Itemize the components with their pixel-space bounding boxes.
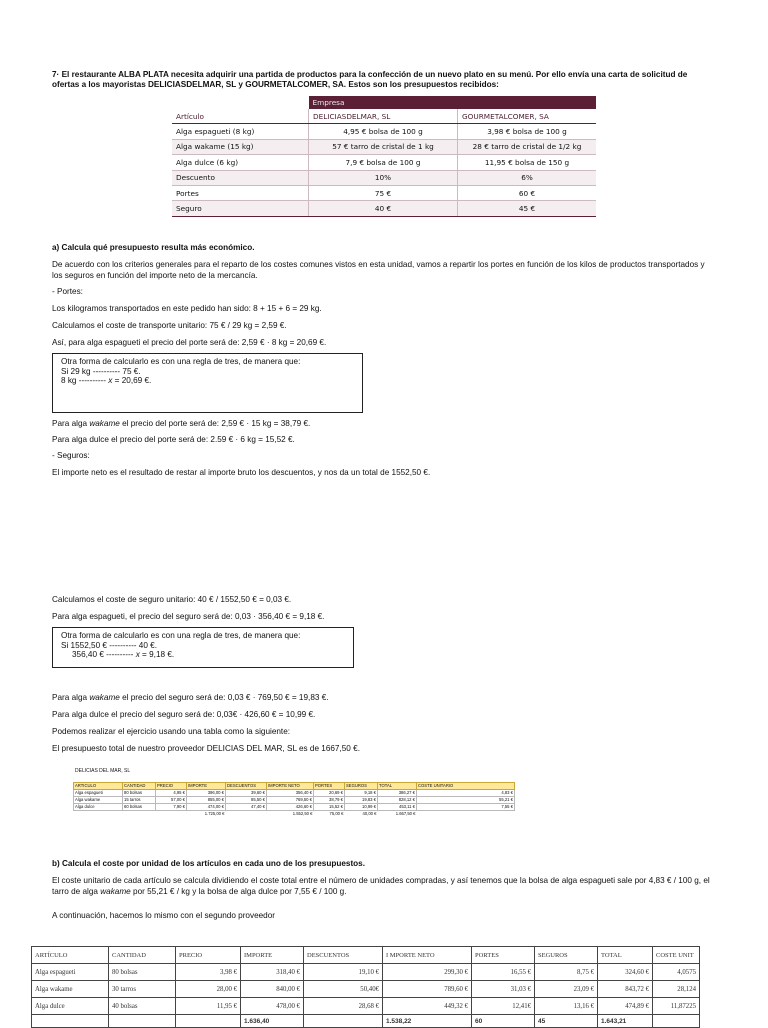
- box-line: Otra forma de calcularlo es con una regla de tres, de manera que:: [61, 357, 301, 366]
- sheet2-header-cell: IMPORTE: [241, 947, 304, 964]
- text: Para alga: [52, 419, 90, 428]
- sheet1-cell: 57,00 €: [156, 796, 187, 803]
- sheet1-header-cell: IMPORTE: [187, 783, 226, 790]
- sheet1-header-cell: TOTAL: [378, 783, 417, 790]
- sheet1-header-cell: PORTES: [314, 783, 345, 790]
- sheet1-cell: 828,12 €: [378, 796, 417, 803]
- sheet1-total-cell: [417, 810, 515, 816]
- sheet2-total-cell: [109, 1015, 176, 1028]
- sheet2-cell: 324,60 €: [598, 964, 653, 981]
- sheet2-total-cell: [653, 1015, 700, 1028]
- sheet2-cell: 478,00 €: [241, 998, 304, 1015]
- sheet1-cell: 7,90 €: [156, 803, 187, 810]
- text-emphasis: wakame: [89, 419, 120, 428]
- sheet1-cell: 60 bolsas: [123, 803, 156, 810]
- exercise-heading: [52, 70, 716, 90]
- sheet1-cell: 356,40 €: [267, 789, 314, 796]
- offers-s1: 40 €: [309, 201, 458, 216]
- sheet1-cell: 453,11 €: [378, 803, 417, 810]
- sheet1-cell: 7,55 €: [417, 803, 515, 810]
- unit-seguro-text: Calculamos el coste de seguro unitario: 40 € / 1552,50 € = 0,03 €.: [52, 595, 292, 604]
- sheet2-total-cell: 1.636,40: [241, 1015, 304, 1028]
- offers-s2: 11,95 € bolsa de 150 g: [458, 155, 597, 170]
- offers-s2: 60 €: [458, 185, 597, 200]
- offers-group-header: Empresa: [309, 96, 597, 109]
- sheet1-cell: 10,99 €: [345, 803, 378, 810]
- sheet2-cell: 28,68 €: [304, 998, 383, 1015]
- text: el precio del porte será de: 2,59 € · 15 kg = 38,79 €.: [119, 419, 311, 428]
- sheet2-cell: 12,41€: [472, 998, 535, 1015]
- box-line: [61, 650, 345, 660]
- offers-s2: 28 € tarro de cristal de 1/2 kg: [458, 139, 597, 154]
- box-text: 356,40 € ----------: [72, 650, 136, 660]
- sheet1-header-cell: DESCUENTOS: [226, 783, 267, 790]
- sheet1-total-cell: 40,00 €: [362, 811, 377, 816]
- sheet1-cell: 9,18 €: [345, 789, 378, 796]
- sheet2-cell: 318,40 €: [241, 964, 304, 981]
- text: el precio del seguro será de: 0,03 € · 769,50 € = 19,83 €.: [119, 693, 329, 702]
- exercise-number: 7·: [52, 70, 60, 79]
- sheet1-cell: 396,00 €: [187, 789, 226, 796]
- portes-label: - Portes:: [52, 287, 83, 296]
- box-line: [61, 376, 354, 386]
- sheet1-cell: 855,00 €: [187, 796, 226, 803]
- offers-article: Alga espagueti (8 kg): [172, 124, 309, 139]
- sheet1-total-cell: 1.667,50 €: [395, 811, 416, 816]
- table-row: [32, 998, 700, 1015]
- section-a-title: a) Calcula qué presupuesto resulta más económico.: [52, 243, 255, 252]
- sheet2-header-cell: ARTÍCULO: [32, 947, 109, 964]
- sheet2-header-cell: TOTAL: [598, 947, 653, 964]
- offers-article: Descuento: [172, 170, 309, 185]
- section-b-title: b) Calcula el coste por unidad de los artículos en cada uno de los presupuestos.: [52, 859, 366, 868]
- text: El coste unitario de cada artículo se calcula dividiendo el coste total entre el número de unidades compradas, y así tenemos que la bolsa de alga espagueti sale por 4,83 € / 100 g, el tarro de alga: [52, 876, 710, 896]
- sheet1-cell: 386,27 €: [378, 789, 417, 796]
- sheet1-cell: 85,50 €: [226, 796, 267, 803]
- sheet2-cell: 40 bolsas: [109, 998, 176, 1015]
- sheet1-cell: 80 bolsas: [123, 789, 156, 796]
- sheet1-header-cell: SEGUROS: [345, 783, 378, 790]
- sheet1-total-cell: 1.552,50 €: [292, 811, 313, 816]
- sheet2-cell: 13,16 €: [535, 998, 598, 1015]
- sheet1-cell: 20,69 €: [314, 789, 345, 796]
- section-b-next: A continuación, hacemos lo mismo con el segundo proveedor: [52, 911, 276, 920]
- dulce-porte-text: Para alga dulce el precio del porte será de: 2.59 € · 6 kg = 15,52 €.: [52, 435, 295, 444]
- seguros-label: - Seguros:: [52, 451, 90, 460]
- rule-of-three-box-portes: [52, 353, 363, 413]
- sheet2-cell: 31,03 €: [472, 981, 535, 998]
- box-line: Si 29 kg ---------- 75 €.: [61, 366, 141, 376]
- rule-of-three-box-seguros: [52, 627, 354, 668]
- sheet2-header-cell: CANTIDAD: [109, 947, 176, 964]
- sheet1-header-cell: ARTICULO: [74, 783, 123, 790]
- sheet2-cell: 474,89 €: [598, 998, 653, 1015]
- sheet2-cell: 30 tarros: [109, 981, 176, 998]
- sheet1-total-cell: 75,00 €: [329, 811, 344, 816]
- sheet1-table: [73, 782, 515, 816]
- sheet2-cell: Alga espagueti: [32, 964, 109, 981]
- offers-table-group-row: [172, 96, 596, 109]
- importe-neto-text: El importe neto es el resultado de restar al importe bruto los descuentos, y nos da un total de 1552,50 €.: [52, 468, 431, 477]
- offers-table: [172, 96, 596, 217]
- sheet1-header-cell: IMPORTE NETO: [267, 783, 314, 790]
- sheet2-cell: 3,98 €: [176, 964, 241, 981]
- sheet2-cell: 449,32 €: [383, 998, 472, 1015]
- offers-s1: 7,9 € bolsa de 100 g: [309, 155, 458, 170]
- total-proveedor-text: El presupuesto total de nuestro proveedor DELICIAS DEL MAR, SL es de 1667,50 €.: [52, 744, 360, 753]
- col-supplier1-header: DELICIASDELMAR, SL: [309, 109, 458, 124]
- box-line: Si 1552,50 € ---------- 40 €.: [61, 640, 158, 650]
- offers-row: [172, 155, 596, 170]
- col-supplier2-header: GOURMETALCOMER, SA: [458, 109, 597, 124]
- sheet1-cell: 4,83 €: [417, 789, 515, 796]
- sheet2-cell: 11,87225: [653, 998, 700, 1015]
- sheet1-cell: Alga espagueti: [74, 789, 123, 796]
- section-b-paragraph: [52, 876, 716, 897]
- sheet2-header-cell: PORTES: [472, 947, 535, 964]
- espagueti-seguro-text: Para alga espagueti, el precio del seguro será de: 0,03 · 356,40 € = 9,18 €.: [52, 612, 325, 621]
- sheet2-cell: 843,72 €: [598, 981, 653, 998]
- sheet1-header-cell: CANTIDAD: [123, 783, 156, 790]
- sheet1-cell: 15 tarros: [123, 796, 156, 803]
- sheet1-total-cell: [156, 810, 187, 816]
- box-text: = 9,18 €.: [139, 650, 175, 660]
- sheet2-total-cell: 45: [535, 1015, 598, 1028]
- wakame-seguro-text: [52, 693, 716, 704]
- text: por 55,21 € / kg y la bolsa de alga dulce por 7,55 € / 100 g.: [130, 886, 347, 896]
- sheet1-cell: 426,60 €: [267, 803, 314, 810]
- offers-article: Alga wakame (15 kg): [172, 139, 309, 154]
- offers-s2: 3,98 € bolsa de 100 g: [458, 124, 597, 139]
- sheet1-cell: 55,21 €: [417, 796, 515, 803]
- exercise-statement: El restaurante ALBA PLATA necesita adquirir una partida de productos para la confección de un nuevo plato en su menú. Por ello envía una carta de solicitud de ofertas a los mayoristas DELICIASDELMAR, SL y GOURMETALCOMER, SA. Estos son los presupuestos recibidos:: [52, 70, 688, 89]
- section-a-intro: De acuerdo con los criterios generales para el reparto de los costes comunes vistos en esta unidad, vamos a repartir los portes en función de los kilos de productos transportados y los seguros en función del importe neto de la mercancía.: [52, 260, 705, 280]
- col-article-header: Artículo: [172, 109, 309, 124]
- sheet2-cell: Alga wakame: [32, 981, 109, 998]
- sheet2-cell: 789,60 €: [383, 981, 472, 998]
- offers-article: Seguro: [172, 201, 309, 216]
- sheet2-header-cell: PRECIO: [176, 947, 241, 964]
- offers-table-header-row: [172, 109, 596, 124]
- sheet2-cell: 19,10 €: [304, 964, 383, 981]
- sheet2-cell: 28,00 €: [176, 981, 241, 998]
- offers-s1: 4,95 € bolsa de 100 g: [309, 124, 458, 139]
- sheet2-total-cell: 1.643,21: [598, 1015, 653, 1028]
- table-row: [74, 803, 515, 810]
- offers-row: [172, 124, 596, 139]
- text: Para alga: [52, 693, 90, 702]
- sheet2-header-cell: DESCUENTOS: [304, 947, 383, 964]
- offers-article: Alga dulce (6 kg): [172, 155, 309, 170]
- sheet2-header-row: [32, 947, 700, 964]
- sheet1-cell: 15,52 €: [314, 803, 345, 810]
- box-line: Otra forma de calcularlo es con una regla de tres, de manera que:: [61, 631, 301, 640]
- sheet1-total-cell: [123, 810, 156, 816]
- sheet1-header-cell: COSTE UNITARIO: [417, 783, 515, 790]
- sheet2-cell: 11,95 €: [176, 998, 241, 1015]
- sheet2-total-cell: [176, 1015, 241, 1028]
- sheet2-cell: 8,75 €: [535, 964, 598, 981]
- table-row: [74, 796, 515, 803]
- table-row: [74, 789, 515, 796]
- sheet1-cell: 474,00 €: [187, 803, 226, 810]
- sheet1-header-row: [74, 783, 515, 790]
- table-row: [32, 981, 700, 998]
- offers-s1: 75 €: [309, 185, 458, 200]
- sheet2-totals-row: [32, 1015, 700, 1028]
- offers-row: [172, 139, 596, 154]
- sheet1-caption: DELICIAS DEL MAR, SL: [75, 768, 131, 774]
- sheet2-total-cell: [32, 1015, 109, 1028]
- sheet1-cell: 47,40 €: [226, 803, 267, 810]
- sheet2-total-cell: 1.538,22: [383, 1015, 472, 1028]
- unit-transport-text: Calculamos el coste de transporte unitario: 75 € / 29 kg = 2,59 €.: [52, 321, 287, 330]
- offers-row: [172, 201, 596, 216]
- sheet2-cell: 16,55 €: [472, 964, 535, 981]
- sheet1-cell: Alga dulce: [74, 803, 123, 810]
- sheet2-header-cell: SEGUROS: [535, 947, 598, 964]
- sheet1-cell: 4,95 €: [156, 789, 187, 796]
- text-emphasis: wakame: [100, 886, 131, 896]
- sheet2-total-cell: [304, 1015, 383, 1028]
- box-variable: x: [135, 650, 140, 660]
- sheet1-header-cell: PRECIO: [156, 783, 187, 790]
- sheet1-cell: Alga wakame: [74, 796, 123, 803]
- box-variable: x: [108, 376, 113, 386]
- box-text: = 20,69 €.: [112, 376, 152, 386]
- sheet1-cell: 769,50 €: [267, 796, 314, 803]
- box-text: 8 kg ----------: [61, 376, 109, 386]
- sheet1-cell: 19,83 €: [345, 796, 378, 803]
- offers-article: Portes: [172, 185, 309, 200]
- table-row: [32, 964, 700, 981]
- offers-row: [172, 170, 596, 185]
- dulce-seguro-text: Para alga dulce el precio del seguro será de: 0,03€ · 426,60 € = 10,99 €.: [52, 710, 316, 719]
- sheet2-cell: 80 bolsas: [109, 964, 176, 981]
- tabla-intro-text: Podemos realizar el ejercicio usando una tabla como la siguiente:: [52, 727, 291, 736]
- offers-s2: 45 €: [458, 201, 597, 216]
- sheet1-total-cell: [74, 810, 123, 816]
- offers-row: [172, 185, 596, 200]
- offers-s1: 57 € tarro de cristal de 1 kg: [309, 139, 458, 154]
- sheet2-cell: 299,30 €: [383, 964, 472, 981]
- sheet1-total-cell: 1.725,00 €: [204, 811, 225, 816]
- sheet2-cell: 4,0575: [653, 964, 700, 981]
- sheet2-cell: 28,124: [653, 981, 700, 998]
- sheet2-cell: 840,00 €: [241, 981, 304, 998]
- sheet1-total-cell: [226, 810, 267, 816]
- sheet2-header-cell: I MPORTE NETO: [383, 947, 472, 964]
- kilos-text: Los kilogramos transportados en este pedido han sido: 8 + 15 + 6 = 29 kg.: [52, 304, 322, 313]
- offers-s2: 6%: [458, 170, 597, 185]
- offers-s1: 10%: [309, 170, 458, 185]
- sheet2-header-cell: COSTE UNIT: [653, 947, 700, 964]
- sheet2-table: [31, 946, 700, 1028]
- sheet1-totals-row: [74, 810, 515, 816]
- sheet2-total-cell: 60: [472, 1015, 535, 1028]
- sheet1-cell: 38,79 €: [314, 796, 345, 803]
- sheet2-cell: Alga dulce: [32, 998, 109, 1015]
- text-emphasis: wakame: [89, 693, 120, 702]
- espagueti-porte-text: Así, para alga espagueti el precio del porte será de: 2,59 € · 8 kg = 20,69 €.: [52, 338, 327, 347]
- sheet2-cell: 50,40€: [304, 981, 383, 998]
- wakame-porte-text: [52, 419, 716, 430]
- sheet2-cell: 23,09 €: [535, 981, 598, 998]
- sheet1-cell: 39,60 €: [226, 789, 267, 796]
